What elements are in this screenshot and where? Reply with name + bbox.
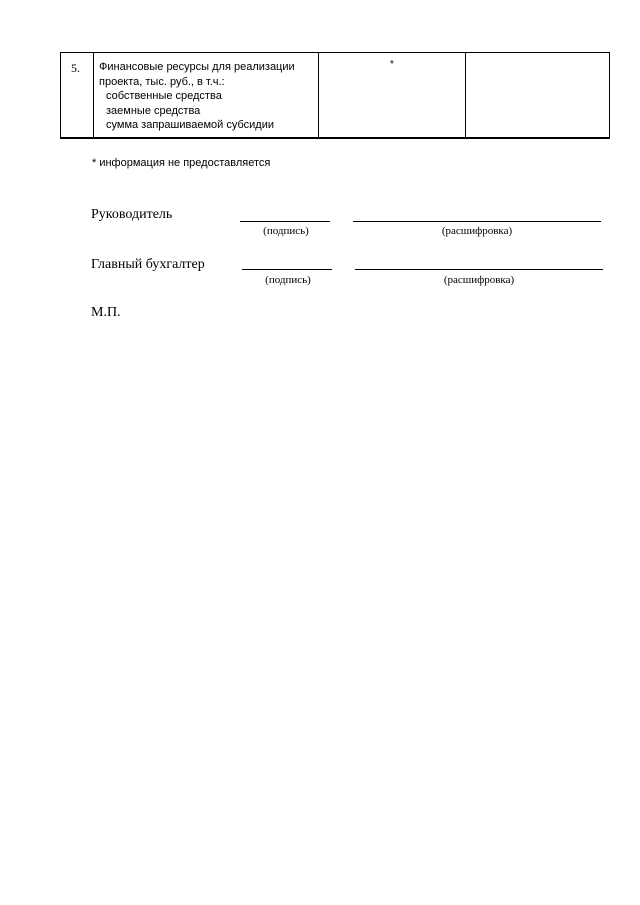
- description-line: заемные средства: [106, 104, 201, 117]
- description-line: собственные средства: [106, 90, 222, 102]
- footnote: * информация не предоставляется: [92, 157, 271, 169]
- row-number: 5.: [71, 61, 80, 75]
- column-divider: [93, 53, 94, 137]
- name-line: [353, 221, 601, 222]
- stamp-label: М.П.: [91, 305, 121, 320]
- signature-role: Руководитель: [91, 207, 173, 222]
- sign-caption: (подпись): [265, 274, 311, 286]
- sign-caption: (подпись): [263, 225, 309, 237]
- row-value: *: [390, 59, 394, 70]
- column-divider: [465, 53, 466, 137]
- signature-line: [240, 221, 330, 222]
- description-line: проекта, тыс. руб., в т.ч.:: [99, 75, 225, 88]
- row-description: [99, 60, 321, 133]
- description-line: Финансовые ресурсы для реализации: [99, 61, 295, 73]
- signature-line: [242, 269, 332, 270]
- finance-table: [60, 52, 610, 139]
- signature-role: Главный бухгалтер: [91, 257, 205, 272]
- description-line: сумма запрашиваемой субсидии: [106, 119, 274, 131]
- name-line: [355, 269, 603, 270]
- name-caption: (расшифровка): [443, 274, 515, 286]
- name-caption: (расшифровка): [441, 225, 513, 237]
